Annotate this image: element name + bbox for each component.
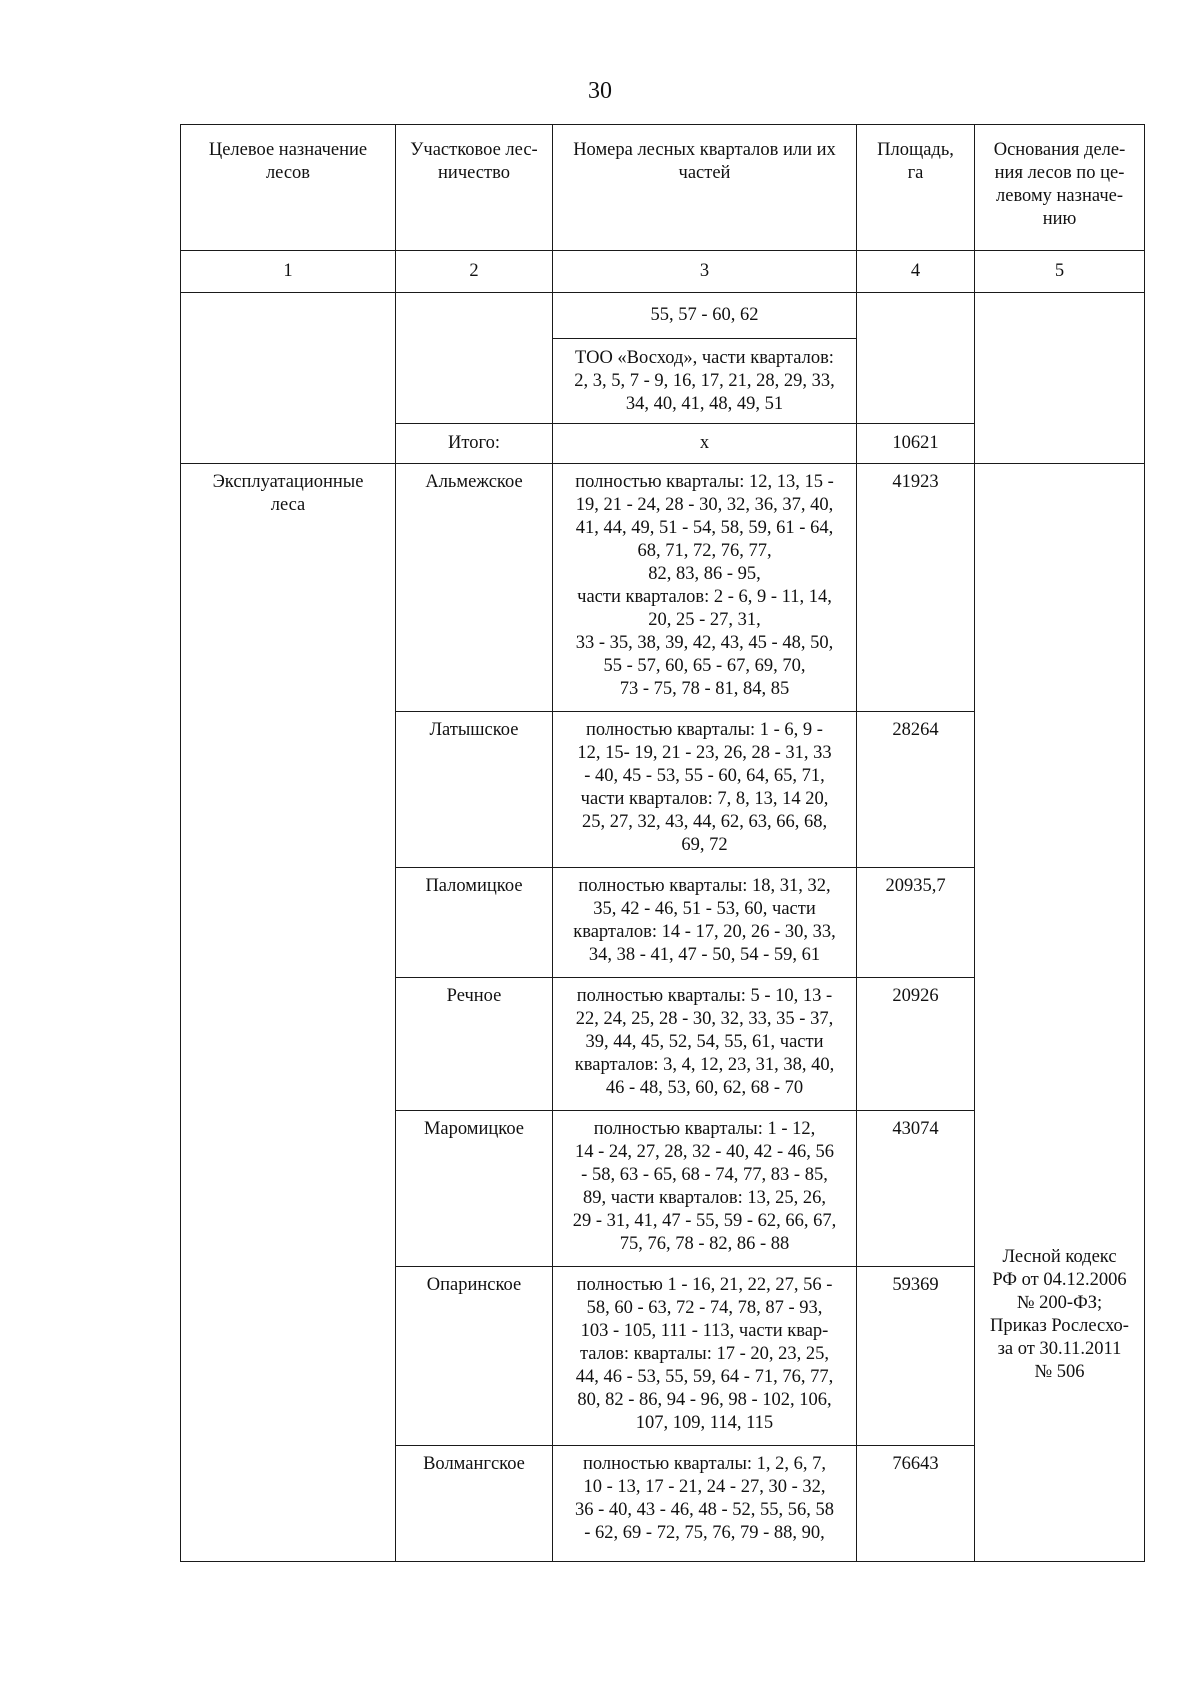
header-quarters: Номера лесных кварталов или их частей [553, 125, 857, 251]
quarters-cell: полностью кварталы: 12, 13, 15 - 19, 21 - 24, 28 - 30, 32, 36, 37, 40, 41, 44, 49, 51 - 54, 58, 59, 61 - 64, 68, 71, 72, 76, 77, 82, 83, 86 - 95, части кварталов: 2 - 6, 9 - 11, 14, 20, 25 - 27, 31, 33 - 35, 38, 39, 42, 43, 45 - 48, 50, 55 - 57, 60, 65 - 67, 69, 70, 73 - 75, 78 - 81, 84, 85 [553, 464, 857, 712]
empty-cell [857, 293, 975, 424]
area-cell: 20935,7 [857, 868, 975, 978]
forest-division-table [180, 124, 1145, 1562]
quarters-cell: полностью кварталы: 1 - 6, 9 - 12, 15- 19, 21 - 23, 26, 28 - 31, 33 - 40, 45 - 53, 55 - 60, 64, 65, 71, части кварталов: 7, 8, 13, 14 20, 25, 27, 32, 43, 44, 62, 63, 66, 68, 69, 72 [553, 712, 857, 868]
forestry-name: Волмангское [396, 1446, 553, 1562]
header-area: Площадь, га [857, 125, 975, 251]
forestry-name: Латышское [396, 712, 553, 868]
empty-cell [181, 293, 396, 464]
page-number: 30 [588, 78, 612, 104]
total-area: 10621 [857, 424, 975, 464]
empty-cell [396, 293, 553, 424]
quarters-cell: полностью кварталы: 18, 31, 32, 35, 42 - 46, 51 - 53, 60, части кварталов: 14 - 17, 20, 26 - 30, 33, 34, 38 - 41, 47 - 50, 54 - 59, 61 [553, 868, 857, 978]
total-label: Итого: [396, 424, 553, 464]
table-header-row [181, 125, 1145, 251]
header-purpose: Целевое назначение лесов [181, 125, 396, 251]
quarters-cell: полностью кварталы: 5 - 10, 13 - 22, 24, 25, 28 - 30, 32, 33, 35 - 37, 39, 44, 45, 52, 54, 55, 61, части кварталов: 3, 4, 12, 23, 31, 38, 40, 46 - 48, 53, 60, 62, 68 - 70 [553, 978, 857, 1111]
column-number-row [181, 251, 1145, 293]
area-cell: 28264 [857, 712, 975, 868]
area-cell: 59369 [857, 1267, 975, 1446]
forestry-name: Альмежское [396, 464, 553, 712]
area-cell: 20926 [857, 978, 975, 1111]
column-number: 5 [975, 251, 1145, 293]
empty-cell [975, 293, 1145, 464]
table-row [181, 293, 1145, 339]
forestry-name: Речное [396, 978, 553, 1111]
area-cell: 43074 [857, 1111, 975, 1267]
basis-text: Лесной кодекс РФ от 04.12.2006 № 200-ФЗ; Приказ Рослесхо- за от 30.11.2011 № 506 [990, 1247, 1129, 1382]
column-number: 3 [553, 251, 857, 293]
quarters-cell: 55, 57 - 60, 62 [553, 293, 857, 339]
column-number: 4 [857, 251, 975, 293]
column-number: 1 [181, 251, 396, 293]
quarters-cell: ТОО «Восход», части кварталов: 2, 3, 5, 7 - 9, 16, 17, 21, 28, 29, 33, 34, 40, 41, 48, 49, 51 [553, 339, 857, 424]
header-forestry: Участковое лес- ничество [396, 125, 553, 251]
column-number: 2 [396, 251, 553, 293]
area-cell: 41923 [857, 464, 975, 712]
basis-cell [975, 464, 1145, 1562]
purpose-cell: Эксплуатационные леса [181, 464, 396, 1562]
quarters-cell: полностью 1 - 16, 21, 22, 27, 56 - 58, 60 - 63, 72 - 74, 78, 87 - 93, 103 - 105, 111 - 113, части квар- талов: кварталы: 17 - 20, 23, 25, 44, 46 - 53, 55, 59, 64 - 71, 76, 77, 80, 82 - 86, 94 - 96, 98 - 102, 106, 107, 109, 114, 115 [553, 1267, 857, 1446]
forestry-name: Паломицкое [396, 868, 553, 978]
header-basis: Основания деле- ния лесов по це- левому назначе- нию [975, 125, 1145, 251]
quarters-cell: полностью кварталы: 1, 2, 6, 7, 10 - 13, 17 - 21, 24 - 27, 30 - 32, 36 - 40, 43 - 46, 48 - 52, 55, 56, 58 - 62, 69 - 72, 75, 76, 79 - 88, 90, [553, 1446, 857, 1562]
forestry-name: Маромицкое [396, 1111, 553, 1267]
forestry-name: Опаринское [396, 1267, 553, 1446]
area-cell: 76643 [857, 1446, 975, 1562]
table-row [181, 464, 1145, 712]
total-quarters: х [553, 424, 857, 464]
quarters-cell: полностью кварталы: 1 - 12, 14 - 24, 27, 28, 32 - 40, 42 - 46, 56 - 58, 63 - 65, 68 - 74, 77, 83 - 85, 89, части кварталов: 13, 25, 26, 29 - 31, 41, 47 - 55, 59 - 62, 66, 67, 75, 76, 78 - 82, 86 - 88 [553, 1111, 857, 1267]
